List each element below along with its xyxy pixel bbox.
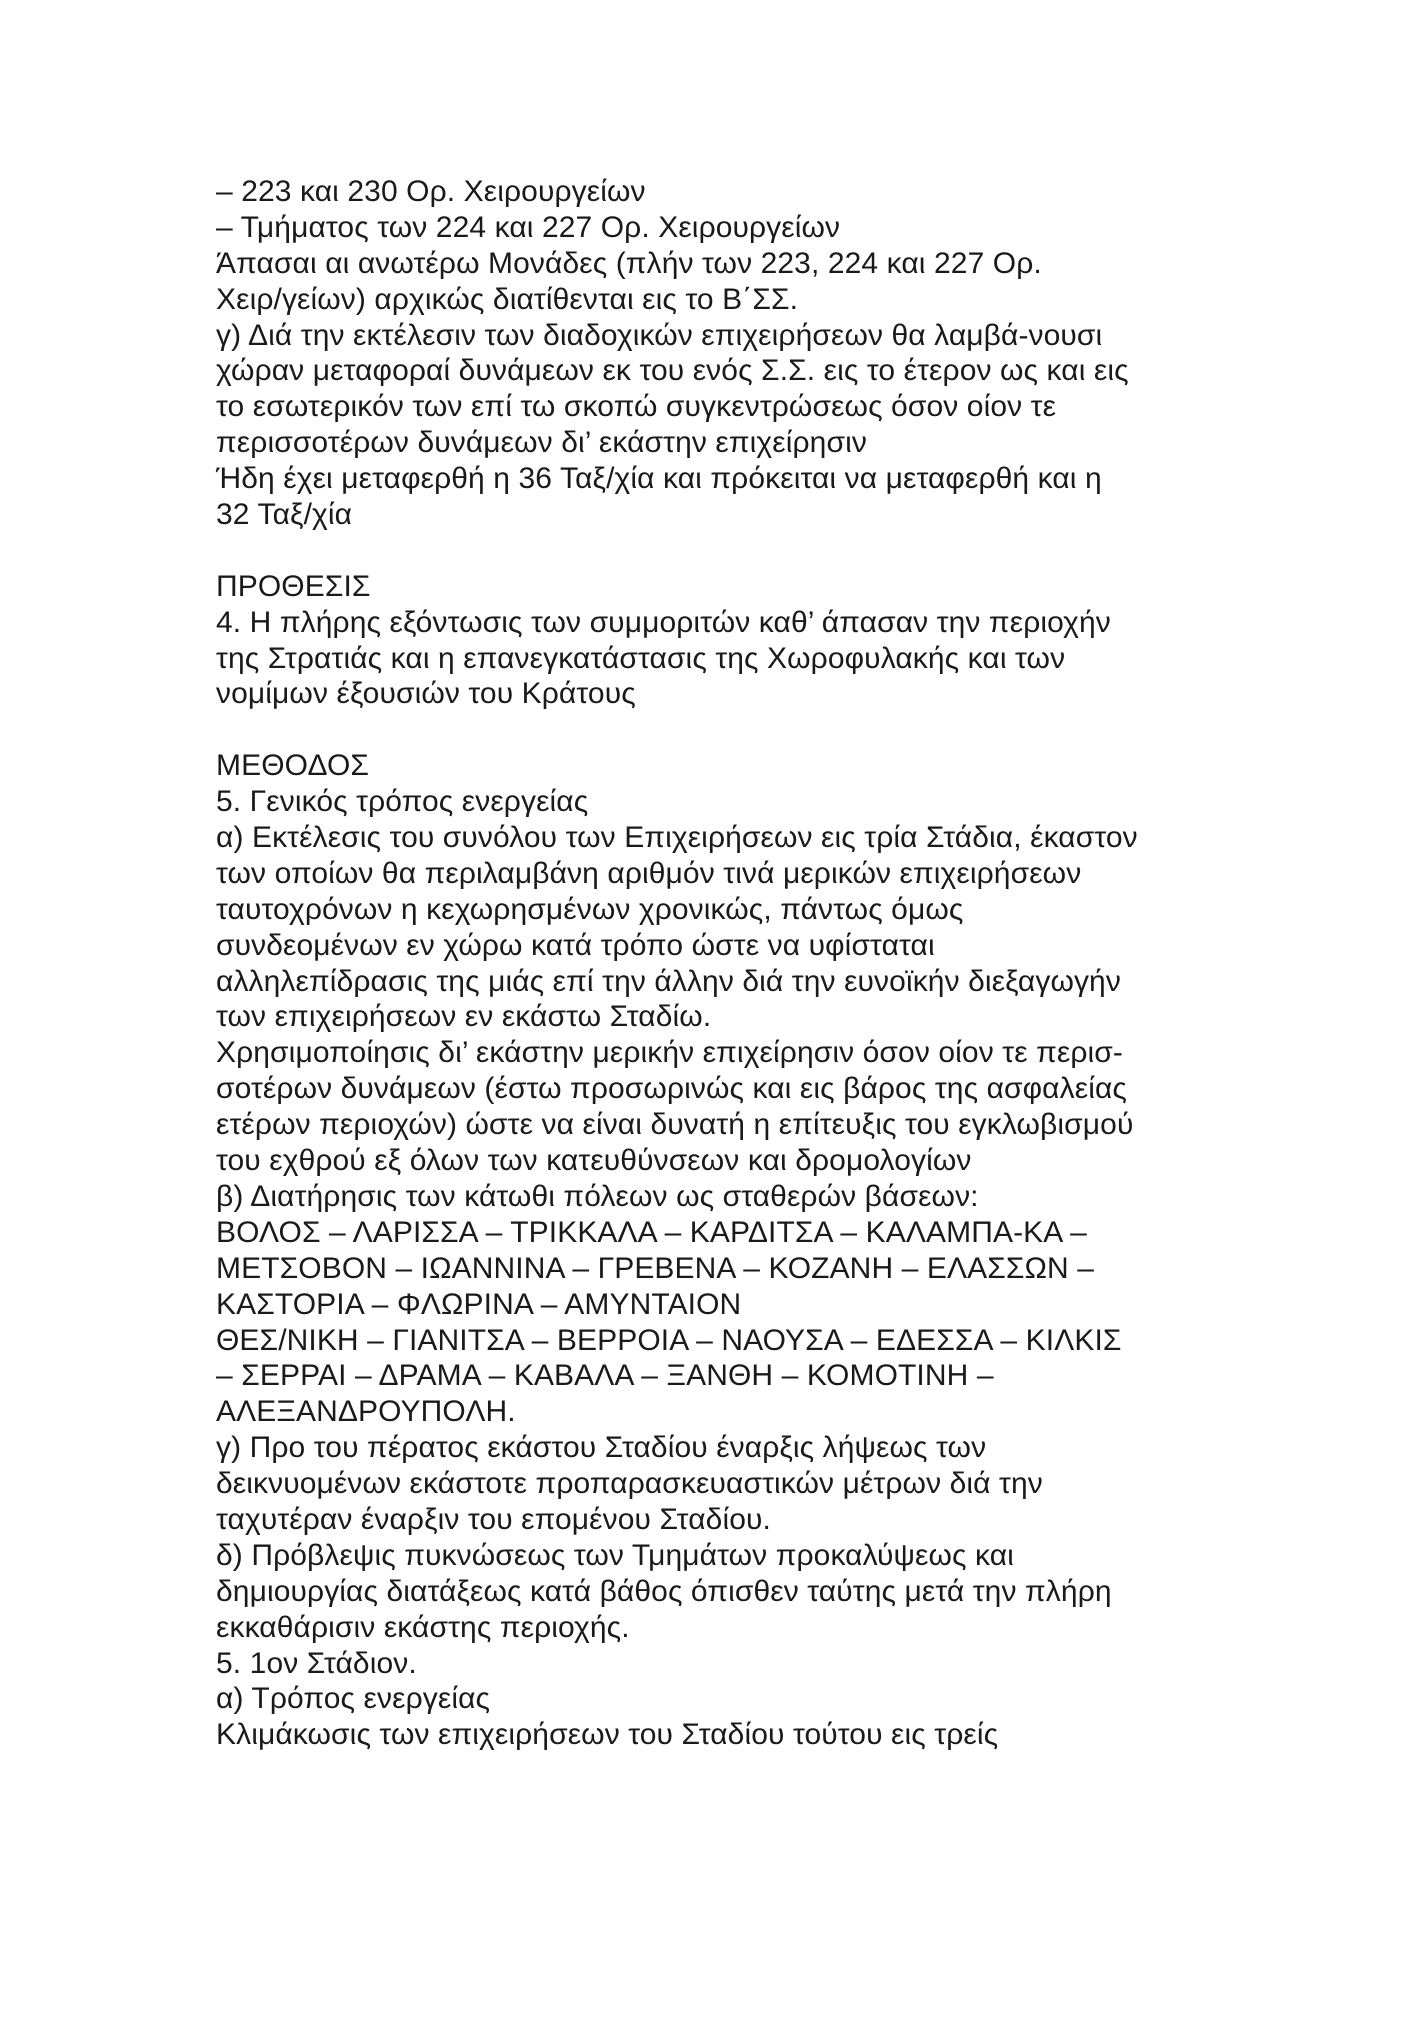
text-line: – Τμήματος των 224 και 227 Ορ. Χειρουργείων <box>216 210 841 244</box>
text-line: εκκαθάρισιν εκάστης περιοχής. <box>216 1610 630 1644</box>
text-line: Χρησιμοποίησις δι’ εκάστην μερικήν επιχείρησιν όσον οίον τε περισ- <box>216 1036 1124 1070</box>
text-line: γ) Προ του πέρατος εκάστου Σταδίου έναρξις λήψεως των <box>216 1431 987 1465</box>
text-line: συνδεομένων εν χώρω κατά τρόπο ώστε να υφίσταται <box>216 928 935 962</box>
document-body <box>216 174 1226 1753</box>
text-line: 32 Ταξ/χία <box>216 498 353 532</box>
blank-line <box>216 712 1226 748</box>
text-line: σοτέρων δυνάμεων (έστω προσωρινώς και εις βάρος της ασφαλείας <box>216 1072 1127 1106</box>
text-line: ταχυτέραν έναρξιν του επομένου Σταδίου. <box>216 1502 771 1536</box>
text-line: δεικνυομένων εκάστοτε προπαρασκευαστικών μέτρων διά την <box>216 1467 1043 1501</box>
text-line: 5. Γενικός τρόπος ενεργείας <box>216 785 589 819</box>
text-line: Χειρ/γείων) αρχικώς διατίθενται εις το Β΄ΣΣ. <box>216 282 799 316</box>
text-line: νομίμων έξουσιών του Κράτους <box>216 677 636 711</box>
text-line: αλληλεπίδρασις της μιάς επί την άλλην διά την ευνοϊκήν διεξαγωγήν <box>216 964 1121 998</box>
text-line: ΑΛΕΞΑΝΔΡΟΥΠΟΛΗ. <box>216 1395 516 1429</box>
text-line: γ) Διά την εκτέλεσιν των διαδοχικών επιχειρήσεων θα λαμβά-νουσι <box>216 318 1103 352</box>
text-line: χώραν μεταφοραί δυνάμεων εκ του ενός Σ.Σ. εις το έτερον ως και εις <box>216 354 1129 388</box>
text-line: – ΣΕΡΡΑΙ – ΔΡΑΜΑ – ΚΑΒΑΛΑ – ΞΑΝΘΗ – ΚΟΜΟΤΙΝΗ – <box>216 1359 994 1393</box>
text-line: των επιχειρήσεων εν εκάστω Σταδίω. <box>216 1000 712 1034</box>
text-line: ετέρων περιοχών) ώστε να είναι δυνατή η επίτευξις του εγκλωβισμού <box>216 1108 1134 1142</box>
text-line: ΜΕΘΟΔΟΣ <box>216 749 370 783</box>
text-line: 4. Η πλήρης εξόντωσις των συμμοριτών καθ’ άπασαν την περιοχήν <box>216 605 1111 639</box>
text-line: ΠΡΟΘΕΣΙΣ <box>216 569 371 603</box>
text-line: – 223 και 230 Ορ. Χειρουργείων <box>216 175 646 208</box>
text-line: ΜΕΤΣΟΒΟΝ – ΙΩΑΝΝΙΝΑ – ΓΡΕΒΕΝΑ – ΚΟΖΑΝΗ – ΕΛΑΣΣΩΝ – <box>216 1251 1095 1285</box>
text-line: περισσοτέρων δυνάμεων δι’ εκάστην επιχείρησιν <box>216 426 867 460</box>
text-line: ταυτοχρόνων η κεχωρησμένων χρονικώς, πάντως όμως <box>216 892 964 926</box>
text-line: δημιουργίας διατάξεως κατά βάθος όπισθεν ταύτης μετά την πλήρη <box>216 1574 1112 1608</box>
text-line: ΒΟΛΟΣ – ΛΑΡΙΣΣΑ – ΤΡΙΚΚΑΛΑ – ΚΑΡΔΙΤΣΑ – ΚΑΛΑΜΠΑ-ΚΑ – <box>216 1215 1087 1249</box>
text-line: της Στρατιάς και η επανεγκατάστασις της Χωροφυλακής και των <box>216 641 1066 675</box>
text-line: το εσωτερικόν των επί τω σκοπώ συγκεντρώσεως όσον οίον τε <box>216 390 1057 424</box>
text-line: των οποίων θα περιλαμβάνη αριθμόν τινά μερικών επιχειρήσεων <box>216 856 1082 890</box>
text-line: του εχθρού εξ όλων των κατευθύνσεων και δρομολογίων <box>216 1144 972 1178</box>
text-line: Κλιμάκωσις των επιχειρήσεων του Σταδίου τούτου εις τρείς <box>216 1718 999 1752</box>
text-line: β) Διατήρησις των κάτωθι πόλεων ως σταθερών βάσεων: <box>216 1179 979 1213</box>
text-line: α) Εκτέλεσις του συνόλου των Επιχειρήσεων εις τρία Στάδια, έκαστον <box>216 821 1138 855</box>
text-line: α) Τρόπος ενεργείας <box>216 1682 491 1716</box>
text-line: ΚΑΣΤΟΡΙΑ – ΦΛΩΡΙΝΑ – ΑΜΥΝΤΑΙΟΝ <box>216 1287 742 1321</box>
text-line: Ήδη έχει μεταφερθή η 36 Ταξ/χία και πρόκειται να μεταφερθή και η <box>216 462 1102 496</box>
blank-line <box>216 533 1226 569</box>
text-line: ΘΕΣ/ΝΙΚΗ – ΓΙΑΝΙΤΣΑ – ΒΕΡΡΟΙΑ – ΝΑΟΥΣΑ – ΕΔΕΣΣΑ – ΚΙΛΚΙΣ <box>216 1323 1122 1357</box>
text-line: δ) Πρόβλεψις πυκνώσεως των Τμημάτων προκαλύψεως και <box>216 1538 1014 1572</box>
text-line: Άπασαι αι ανωτέρω Μονάδες (πλήν των 223, 224 και 227 Ορ. <box>216 246 1042 280</box>
text-line: 5. 1ον Στάδιον. <box>216 1646 417 1680</box>
